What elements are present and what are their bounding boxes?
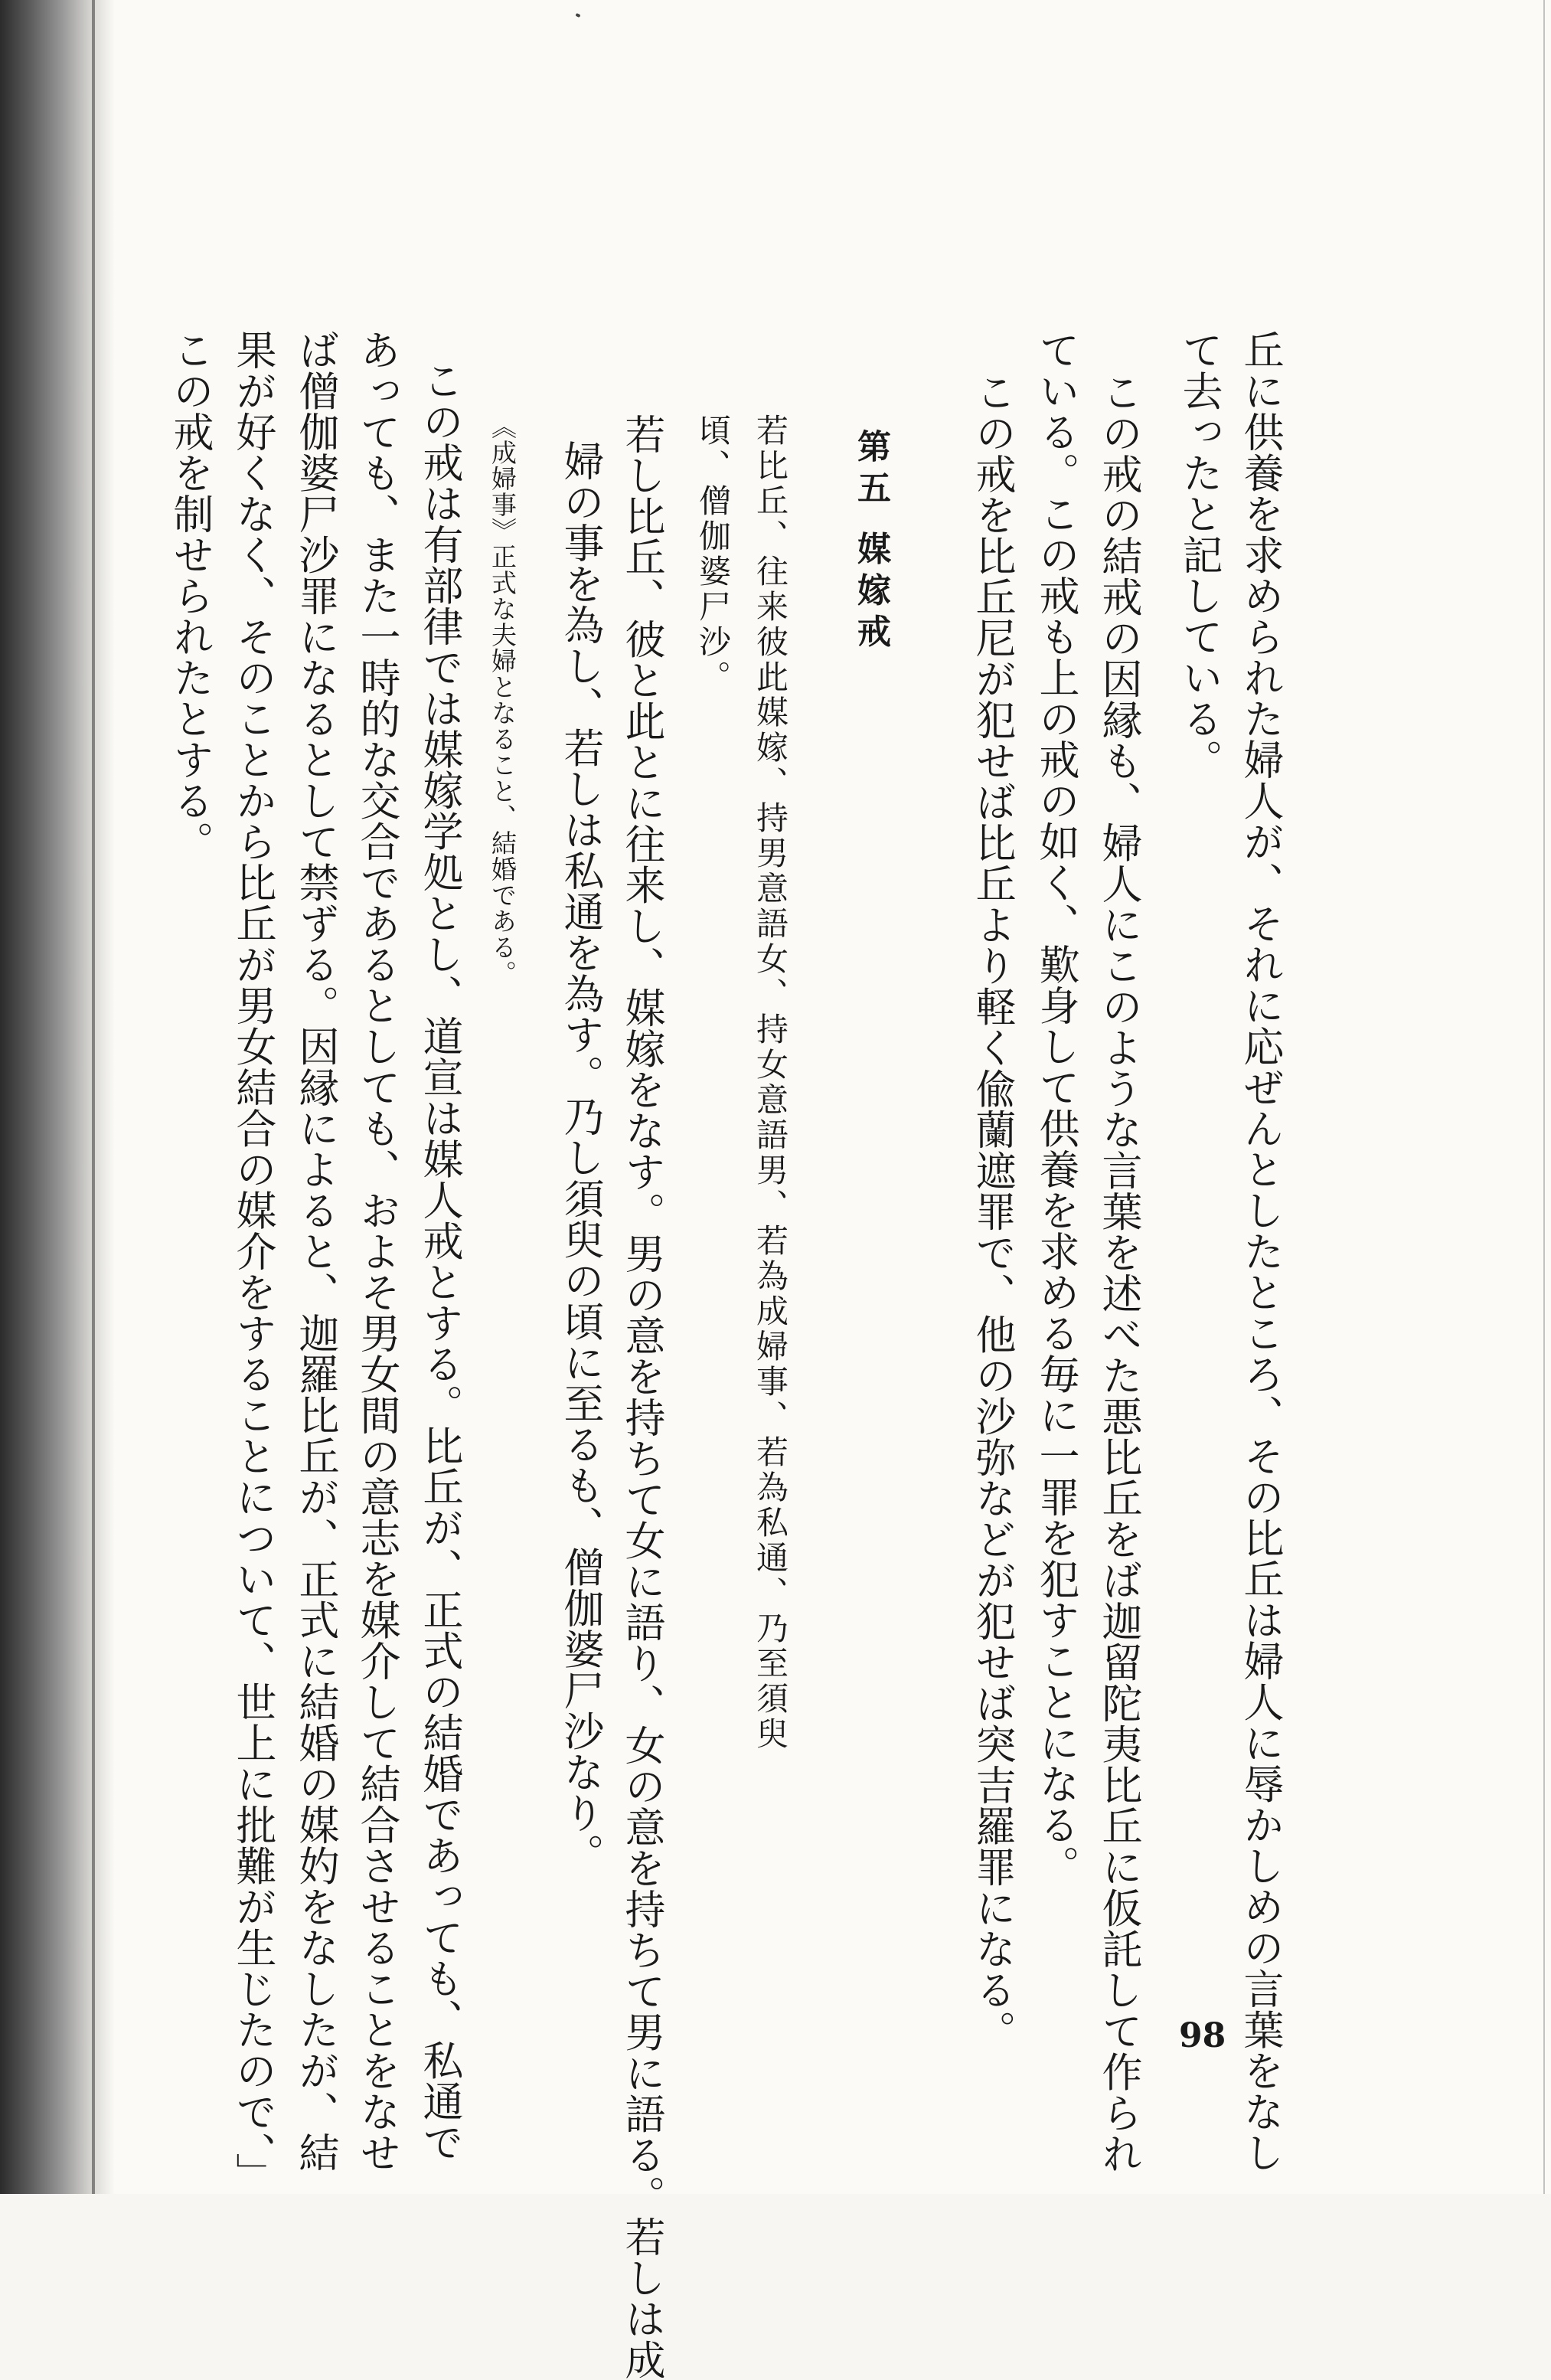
text-line-14: ば僧伽婆尸沙罪になるとして禁ずる。因縁によると、迦羅比丘が、正式に結婚の媒妁をなしたが、結: [292, 329, 339, 2173]
text-line-1: 丘に供養を求められた婦人が、それに応ぜんとしたところ、その比丘は婦人に辱かしめの言葉をなし: [1237, 329, 1284, 2173]
reading-line-1: 若し比丘、彼と此とに往来し、媒嫁をなす。男の意を持ちて女に語り、女の意を持ちて男に語る。若しは成: [619, 414, 665, 2380]
text-line-16: この戒を制せられたとする。: [167, 329, 214, 862]
page-number: 98: [1179, 2016, 1226, 2055]
text-line-2: て去ったと記している。: [1176, 329, 1223, 780]
reading-line-2: 婦の事を為し、若しは私通を為す。乃し須臾の頃に至るも、僧伽婆尸沙なり。: [557, 440, 604, 1875]
precept-original-line-2: 頃、僧伽婆尸沙。: [694, 414, 732, 695]
section-heading: 第五 媒嫁戒: [851, 429, 890, 655]
text-line-15: 果が好くなく、そのことから比丘が男女結合の媒介をすることについて、世上に批難が生じたので、」: [230, 329, 276, 2194]
scan-speck: [575, 13, 580, 18]
binding-edge-line: [92, 0, 95, 2194]
text-line-13: あっても、また一時的な交合であるとしても、およそ男女間の意志を媒介して結合させることをなせ: [354, 329, 400, 2173]
annotation-note: 《成婦事》正式な夫婦となること、結婚である。: [488, 414, 518, 986]
page-right-edge: [1543, 0, 1545, 2194]
binding-shadow: [0, 0, 115, 2194]
text-line-12: この戒は有部律では媒嫁学処とし、道宣は媒人戒とする。比丘が、正式の結婚であっても、私通で: [416, 360, 463, 2163]
text-line-4: ている。この戒も上の戒の如く、歎身して供養を求める毎に一罪を犯すことになる。: [1033, 329, 1079, 1886]
text-line-5: この戒を比丘尼が犯せば比丘より軽く偸蘭遮罪で、他の沙弥などが犯せば突吉羅罪になる。: [969, 371, 1016, 2051]
precept-original-line-1: 若比丘、往来彼此媒嫁、持男意語女、持女意語男、若為成婦事、若為私通、乃至須臾: [752, 414, 789, 1752]
text-line-3: この戒の結戒の因縁も、婦人にこのような言葉を述べた悪比丘をば迦留陀夷比丘に仮託して作られ: [1095, 371, 1142, 2174]
